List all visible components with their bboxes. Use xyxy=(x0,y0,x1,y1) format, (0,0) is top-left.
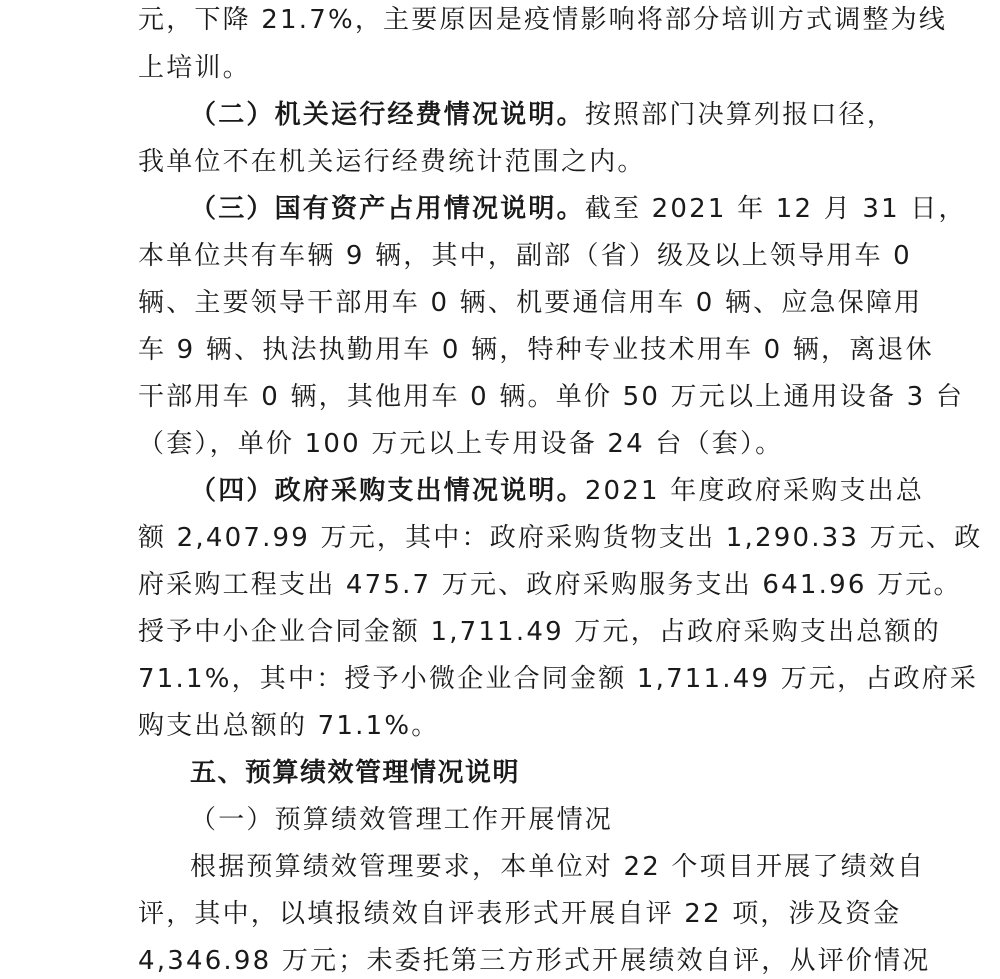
section-heading-operating-costs: （二）机关运行经费情况说明。 xyxy=(190,100,585,130)
paragraph-line: 辆、主要领导干部用车 0 辆、机要通信用车 0 辆、应急保障用 xyxy=(138,288,923,318)
paragraph-line: 本单位共有车辆 9 辆，其中，副部（省）级及以上领导用车 0 xyxy=(138,241,912,271)
section-heading-procurement: （四）政府采购支出情况说明。 xyxy=(190,476,585,506)
paragraph-line: 车 9 辆、执法执勤用车 0 辆，特种专业技术用车 0 辆，离退休 xyxy=(138,335,934,365)
paragraph-line: 府采购工程支出 475.7 万元、政府采购服务支出 641.96 万元。 xyxy=(138,570,962,600)
paragraph-text: 按照部门决算列报口径， xyxy=(584,100,896,130)
paragraph-text: 2021 年度政府采购支出总 xyxy=(584,476,925,506)
chapter-heading-performance: 五、预算绩效管理情况说明 xyxy=(190,758,521,788)
paragraph-line: 购支出总额的 71.1%。 xyxy=(138,711,440,741)
subsection-heading-performance-work: （一）预算绩效管理工作开展情况 xyxy=(190,805,614,835)
paragraph-line: 授予中小企业合同金额 1,711.49 万元，占政府采购支出总额的 xyxy=(138,617,941,647)
paragraph-line: 额 2,407.99 万元，其中：政府采购货物支出 1,290.33 万元、政 xyxy=(138,523,983,553)
paragraph-line: 根据预算绩效管理要求，本单位对 22 个项目开展了绩效自 xyxy=(190,852,926,882)
paragraph-line: （套），单价 100 万元以上专用设备 24 台（套）。 xyxy=(138,429,784,459)
paragraph-line: 上培训。 xyxy=(138,53,251,83)
paragraph-line: 71.1%，其中：授予小微企业合同金额 1,711.49 万元，占政府采 xyxy=(138,664,979,694)
paragraph-line: 元，下降 21.7%，主要原因是疫情影响将部分培训方式调整为线 xyxy=(138,5,948,35)
section-heading-state-assets: （三）国有资产占用情况说明。 xyxy=(190,194,585,224)
paragraph-line: 评，其中，以填报绩效自评表形式开展自评 22 项，涉及资金 xyxy=(138,899,902,929)
section-4-line xyxy=(190,473,925,509)
paragraph-line: 我单位不在机关运行经费统计范围之内。 xyxy=(138,147,646,177)
paragraph-line: 4,346.98 万元；未委托第三方形式开展绩效自评，从评价情况 xyxy=(138,946,931,976)
section-2-line xyxy=(190,97,896,133)
paragraph-line: 干部用车 0 辆，其他用车 0 辆。单价 50 万元以上通用设备 3 台 xyxy=(138,382,965,412)
paragraph-text: 截至 2021 年 12 月 31 日， xyxy=(584,194,967,224)
section-3-line xyxy=(190,191,967,227)
